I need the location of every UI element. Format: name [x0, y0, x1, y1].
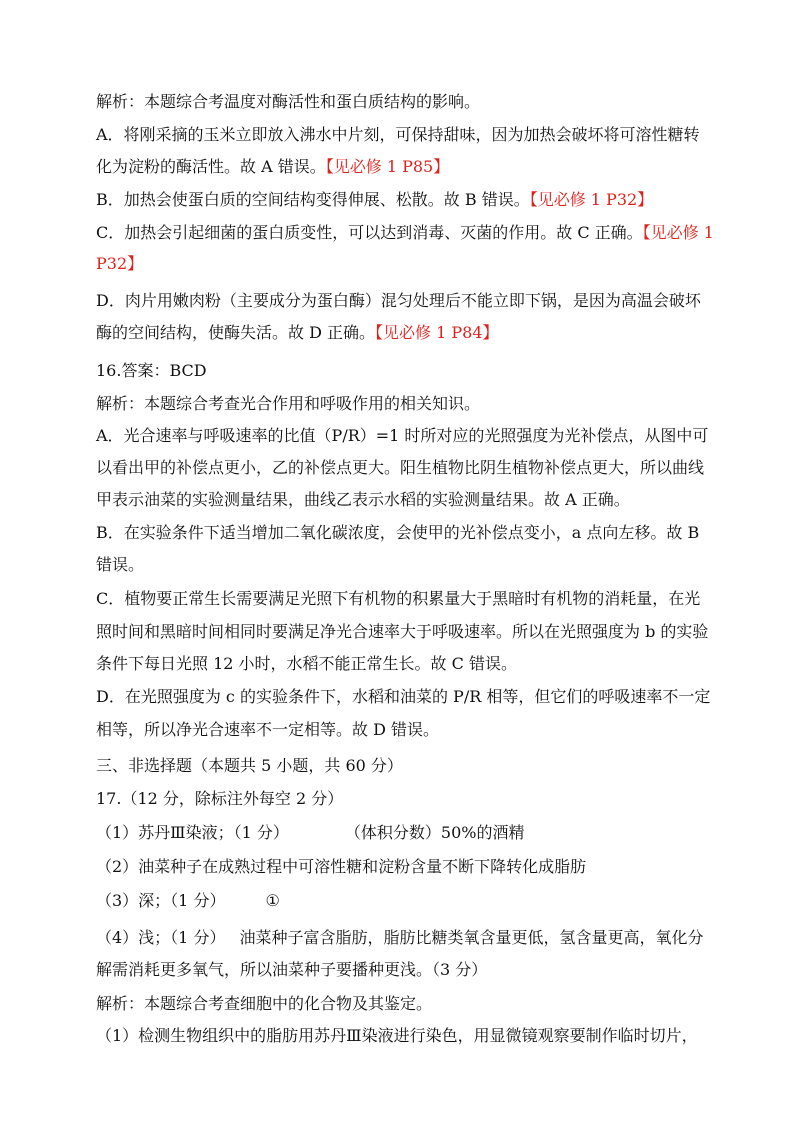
q16-option-a-line2: 以看出甲的补偿点更小，乙的补偿点更大。阳生植物比阴生植物补偿点更大，所以曲线: [96, 458, 705, 477]
q17-header: 17.（12 分，除标注外每空 2 分）: [96, 789, 344, 808]
q16-option-d-line2: 相等，所以净光合速率不一定相等。故 D 错误。: [96, 720, 440, 739]
q15-option-c: [96, 222, 714, 244]
q16-option-c-line1: C．植物要正常生长需要满足光照下有机物的积累量大于黑暗时有机物的消耗量，在光: [96, 589, 701, 608]
q17-answer-3b: ①: [265, 891, 280, 910]
q17-answer-4b: 油菜种子富含脂肪，脂肪比糖类氧含量更低，氢含量更高，氧化分: [239, 928, 704, 947]
q16-option-b-line2: 错误。: [96, 555, 145, 574]
q15-option-d-line2: [96, 322, 706, 344]
q16-answer: 16.答案：BCD: [96, 361, 207, 380]
q16-option-a-line3: 甲表示油菜的实验测量结果，曲线乙表示水稻的实验测量结果。故 A 正确。: [96, 490, 630, 509]
q17-analysis: 解析：本题综合考查细胞中的化合物及其鉴定。: [96, 994, 433, 1013]
q16-option-b-line1: B．在实验条件下适当增加二氧化碳浓度，会使甲的光补偿点变小，a 点向左移。故 B: [96, 523, 700, 542]
q15-option-c-text: C．加热会引起细菌的蛋白质变性，可以达到消毒、灭菌的作用。故 C 正确。: [96, 223, 643, 242]
q15-option-b: [96, 189, 706, 211]
q17-answer-3a: （3）深；（1 分）: [96, 891, 226, 910]
q16-option-c-line3: 条件下每日光照 12 小时，水稻不能正常生长。故 C 错误。: [96, 654, 517, 673]
q17-answer-1a: （1）苏丹Ⅲ染液；（1 分）: [96, 823, 289, 842]
q15-option-c-reference-part1: 【见必修 1: [642, 223, 714, 242]
q17-answer-4a: （4）浅；（1 分）: [96, 928, 226, 947]
q15-option-b-reference: 【见必修 1 P32】: [529, 190, 654, 209]
q15-option-b-text: B．加热会使蛋白质的空间结构变得伸展、松散。故 B 错误。: [96, 190, 530, 209]
q15-option-d-text: 酶的空间结构，使酶失活。故 D 正确。: [96, 323, 376, 342]
q15-option-a-reference: 【见必修 1 P85】: [325, 157, 450, 176]
q17-analysis-1: （1）检测生物组织中的脂肪用苏丹Ⅲ染液进行染色，用显微镜观察要制作临时切片，: [96, 1026, 698, 1045]
q17-answer-4-line2: 解需消耗更多氧气，所以油菜种子要播种更浅。（3 分）: [96, 960, 488, 979]
q16-option-d-line1: D．在光照强度为 c 的实验条件下，水稻和油菜的 P/R 相等，但它们的呼吸速率不一定: [96, 687, 711, 706]
q15-option-a-line1: A．将刚采摘的玉米立即放入沸水中片刻，可保持甜味，因为加热会破坏将可溶性糖转: [96, 125, 700, 144]
q15-analysis: 解析：本题综合考温度对酶活性和蛋白质结构的影响。: [96, 92, 481, 111]
q17-answer-4: [96, 927, 706, 949]
q15-option-a-text: 化为淀粉的酶活性。故 A 错误。: [96, 157, 326, 176]
q15-option-d-line1: D．肉片用嫩肉粉（主要成分为蛋白酶）混匀处理后不能立即下锅，是因为高温会破坏: [96, 291, 701, 310]
q16-analysis: 解析：本题综合考查光合作用和呼吸作用的相关知识。: [96, 394, 481, 413]
q17-answer-2: （2）油菜种子在成熟过程中可溶性糖和淀粉含量不断下降转化成脂肪: [96, 857, 587, 876]
q16-option-c-line2: 照时间和黑暗时间相同时要满足净光合速率大于呼吸速率。所以在光照强度为 b 的实验: [96, 622, 709, 641]
section3-heading: 三、非选择题（本题共 5 小题，共 60 分）: [96, 756, 403, 775]
q15-option-a-line2: [96, 156, 706, 178]
q16-option-a-line1: A．光合速率与呼吸速率的比值（P/R）=1 时所对应的光照强度为光补偿点，从图中可: [96, 426, 709, 445]
q17-answer-1b: （体积分数）50%的酒精: [344, 823, 525, 842]
q15-option-c-line2: [96, 253, 706, 275]
q15-option-c-reference-part2: P32】: [96, 254, 144, 273]
q17-answer-3: [96, 890, 706, 912]
q15-option-d-reference: 【见必修 1 P84】: [375, 323, 499, 342]
q17-answer-1: [96, 822, 706, 844]
